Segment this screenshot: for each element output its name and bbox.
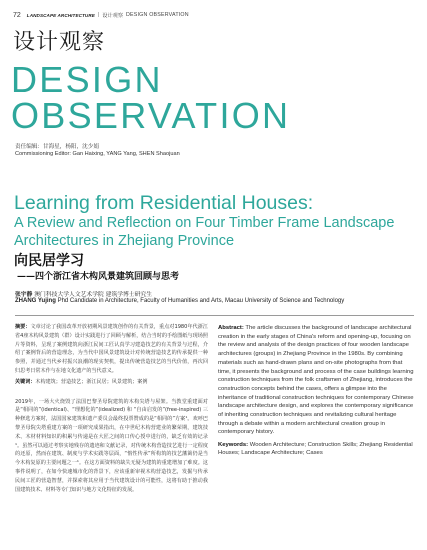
- keywords-en-text: Wooden Architecture; Construction Skills; Zhejiang Residential Houses; Landscape Architecture; Cases: [218, 441, 413, 457]
- abstract-en-text: The article discusses the background of landscape architectural creation in the early stages of China's reform and opening-up, focusing on the review and analysis of the design practices of four wooden landscape architectures (groups) in Zhejiang Province in the 1980s. By combining materials such as hand-drawn plans and on-site photographs from that time, it presents the background and process of the case buildings learning construction techniques from the folk craftsmen of Zhejiang, introduces the construction concepts behind the cases, offers a glimpse into the inheritance of traditional construction techniques for contemporary Chinese landscape architecture design, and explores the contemporary significance of inheriting construction techniques and revitalizing cultural heritage through a debate within a modern architectural creation group in contemporary history.: [218, 325, 414, 436]
- article-title-line2: A Review and Reflection on Four Timber Frame Landscape: [14, 215, 395, 231]
- author-affiliation-en: Phd Candidate in Architecture, Faculty of Humanities and Arts, Macau University of Science and Technology: [57, 298, 345, 304]
- body-paragraph-zh: 2019年，一场大火烧毁了法国巴黎圣母院建筑的木构尖塔与屋架。当教堂重建面对是“相同的”(identical)、“理想化的”(idealized) 和 “自由启发的”(free-inspired) 三种修选方案时，法国国家建筑和遗产委员会最终投票赞成的是“相同的”方案¹。欢呼巴黎圣母院尖塔重建方案的一项研究成果指出，在中世纪木构营建业的繁荣期，建筑技术、木材材料知识的积累与传递是在大匠之间的口传心授中进行的，缺乏有效的记录¹。虽然可以通过考察实地残存的遗迹和文献记录，对传统木构营造技艺进行一定程度的还原，然而在建筑、制度与学术实践等层面，“惰性传承”所构筑的技艺藩篱仍是当今木构复原的主要问题之一¹。在这方面资料的缺失无疑为建筑的重建增加了难度。这事件说明了，在如今快速城市化的背景下，应该重新审视木构营造技艺，发掘与传承民间工匠的营造智慧，并探索将其应用于当代建筑设计的可能性，这将有助于推动我国建筑技术、材料等专门知识与地方文化特征的发展。: [15, 398, 208, 493]
- keywords-zh-label: 关键词：: [15, 379, 36, 386]
- author-affiliation-zh: 澳门科技大学人文艺术学院 建筑学博士研究生: [34, 292, 153, 298]
- section-title-zh: 设计观察: [13, 30, 106, 55]
- keywords-en: [218, 441, 414, 458]
- header-separator: |: [97, 12, 100, 18]
- left-column-zh: [15, 323, 208, 497]
- abstract-zh-text: 文章讨论了我国改革开放初期风景建筑创作的有关背景，重点对1980年代浙江省4座木构风景建筑（群）设计实践进行了回顾与解析，结合当时的手绘图纸与现场照片等资料，呈现了案例建筑向浙江民间工匠认真学习建造技艺的有关背景与过程，介绍了案例背后的营造理念，为当代中国风景建筑设计对传统营造技艺的传承提供一种参照，并通过当代乡村振兴浪潮的现实契机，提出传统营造技艺的当代价值，再次回归思考日常木作与在地文化遗产的当代意义。: [15, 324, 208, 374]
- running-header: [13, 9, 414, 21]
- author-name-en: ZHANG Yujing: [15, 298, 56, 304]
- editors-zh: 责任编辑：甘海星，杨阳，沈少娟: [15, 144, 99, 150]
- page-number: 72: [13, 11, 21, 19]
- article-title-zh: 向民居学习: [14, 253, 84, 269]
- author-line-en: [15, 298, 344, 304]
- author-name-zh: 张宇静: [15, 292, 33, 298]
- keywords-en-label: Keywords:: [218, 441, 249, 448]
- abstract-zh: [15, 323, 208, 376]
- section-title-en-line2: OBSERVATION: [11, 95, 291, 136]
- keywords-zh-text: 木构建筑；营造技艺；浙江民居；风景建筑；案例: [35, 379, 148, 386]
- author-line-zh: [15, 289, 152, 298]
- header-section-zh: 设计观察: [102, 12, 124, 19]
- article-title-line1: Learning from Residential Houses:: [14, 192, 314, 214]
- abstract-en: [218, 324, 414, 437]
- article-title-line3: Architectures in Zhejiang Province: [14, 232, 235, 249]
- divider-rule: [15, 315, 414, 316]
- editors-en: Commissioning Editor: Gan Haixing, YANG Yang, SHEN Shaojuan: [15, 151, 180, 157]
- abstract-en-label: Abstract:: [218, 325, 244, 331]
- header-section-en: DESIGN OBSERVATION: [126, 12, 189, 18]
- keywords-zh: [15, 378, 208, 387]
- article-subtitle-zh: ——四个浙江省木构风景建筑回顾与思考: [17, 272, 180, 282]
- article-title-en: [14, 192, 419, 250]
- abstract-zh-label: 摘要：: [15, 324, 31, 330]
- section-title-en-line1: DESIGN: [11, 59, 163, 100]
- right-column-en: [218, 324, 414, 458]
- journal-name: LANDSCAPE ARCHITECTURE: [26, 12, 95, 18]
